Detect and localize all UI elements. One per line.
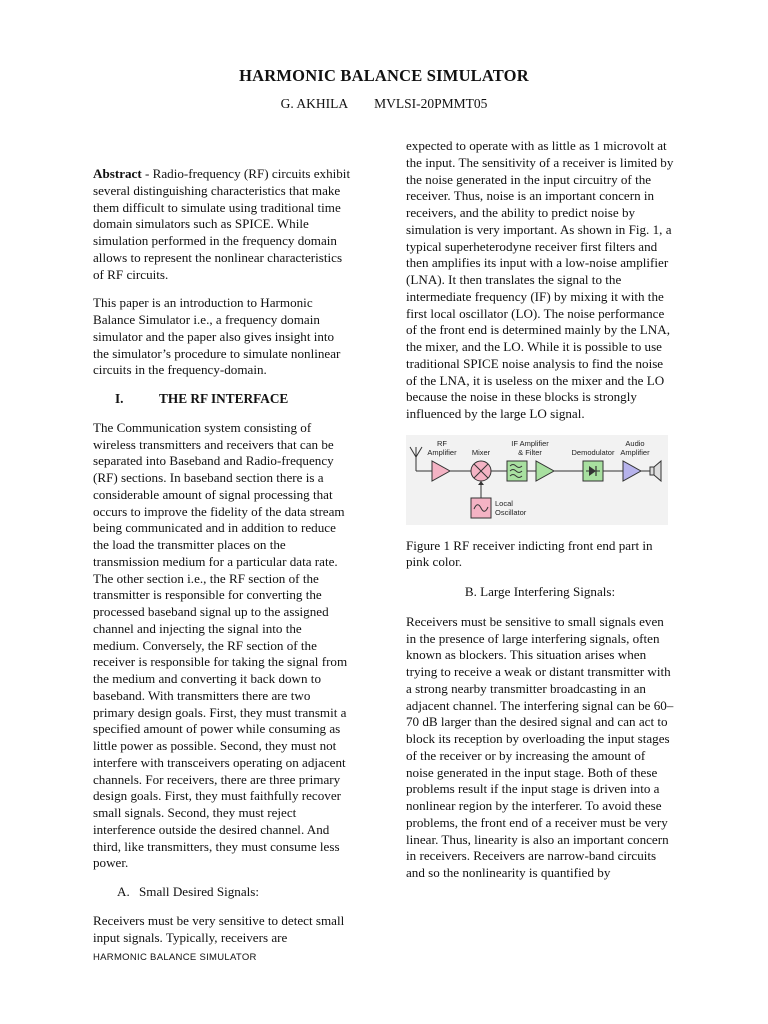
right-column [406, 138, 674, 882]
rf-amplifier-label-1: RF [437, 438, 447, 448]
subsection-a-paragraph-start: Receivers must be very sensitive to detect small input signals. Typically, receivers are [93, 912, 345, 945]
section-1-number: I. [115, 391, 124, 406]
demodulator-label: Demodulator [571, 447, 615, 457]
subsection-b-heading: B. Large Interfering Signals: [464, 584, 616, 599]
demodulator-icon [583, 461, 603, 481]
if-amplifier-label-1: IF Amplifier [511, 438, 549, 448]
local-oscillator-label-1: Local [495, 498, 513, 508]
subsection-a-paragraph-cont: expected to operate with as little as 1 microvolt at the input. The sensitivity of a receiver is limited by the noise generated in the input circuitry of the receiver. Thus, noise is an important concern in receivers, and the ability to predict noise by simulation is very important. As shown in Fig. 1, a typical superheterodyne receiver first filters and then amplifies its input with a low-noise amplifier (LNA). It then translates the signal to the intermediate frequency (IF) by mixing it with the first local oscillator (LO). The noise performance of the front end is determined mainly by the LNA, the mixer, and the LO. While it is possible to use traditional SPICE noise analysis to find the noise of the LNA, it is useless on the mixer and the LO because the noise in these blocks is strongly influenced by the large LO signal. [406, 138, 674, 421]
local-oscillator-label-2: Oscillator [495, 507, 527, 517]
figure-1-caption: Figure 1 RF receiver indicting front end part in pink color. [406, 537, 653, 570]
left-column [93, 166, 351, 946]
rf-amplifier-label-2: Amplifier [427, 447, 457, 457]
section-1-heading [115, 391, 351, 408]
abstract-paragraph [93, 166, 351, 283]
intro-paragraph: This paper is an introduction to Harmonic Balance Simulator i.e., a frequency domain simulator and the paper also gives insight into the simulator’s procedure to simulate nonlinear circuits in the frequency-domain. [93, 295, 341, 378]
paper-title: HARMONIC BALANCE SIMULATOR [239, 66, 529, 85]
local-oscillator-icon [471, 498, 491, 518]
audio-amplifier-label-2: Amplifier [620, 447, 650, 457]
audio-amplifier-label-1: Audio [625, 438, 645, 448]
author-id: MVLSI-20PMMT05 [374, 96, 488, 111]
mixer-icon [471, 461, 491, 481]
abstract-label: Abstract [93, 166, 142, 181]
abstract-text: - Radio-frequency (RF) circuits exhibit several distinguishing characteristics that make them difficult to simulate using traditional time domain simulators such as SPICE. While simulation performed in the frequency domain allows to represent the nonlinear characteristics of RF circuits. [93, 166, 351, 282]
section-1-title: THE RF INTERFACE [159, 391, 289, 406]
figure-1-block-diagram [406, 435, 668, 525]
if-filter-icon [507, 461, 527, 481]
section-1-paragraph: The Communication system consisting of wireless transmitters and receivers that can be separated into Baseband and Radio-frequency (RF) sections. In baseband section there is a considerable amount of signal processing that occurs to improve the fidelity of the data stream being communicated and in addition to reduce the load the transmitter places on the transmission medium for a particular data rate. The other section i.e., the RF section of the transmitter is responsible for converting the processed baseband signal up to the assigned channel and injecting the signal into the medium. Conversely, the RF section of the receiver is responsible for taking the signal from the medium and converting it back down to baseband. With transmitters there are two primary design goals. First, they must transmit a specified amount of power while consuming as little power as possible. Second, they must not interfere with transceivers operating on adjacent channels. For receivers, there are three primary design goals. First, they must faithfully recover small signals. Second, they must reject interference outside the desired channel. And third, like transmitters, they must consume less power. [93, 419, 348, 871]
subsection-b-paragraph: Receivers must be sensitive to small signals even in the presence of large interfering signals, often known as blockers. This situation arises when trying to receive a weak or distant transmitter with a strong nearby transmitter broadcasting in an adjacent channel. The interfering signal can be 60–70 dB larger than the desired signal and can act to block its reception by overloading the input stages of the receiver or by increasing the amount of noise generated in the input stage. Both of these problems result if the input stage is driven into a nonlinear region by the interferer. To avoid these problems, the front end of a receiver must be very linear. Thus, linearity is also an important concern in receivers. Receivers are narrow-band circuits and so the nonlinearity is quantified by [406, 613, 674, 880]
page-footer: HARMONIC BALANCE SIMULATOR [93, 952, 257, 963]
if-amplifier-label-2: & Filter [518, 447, 542, 457]
subsection-a-number: A. [117, 884, 130, 899]
subsection-a-title: Small Desired Signals: [139, 884, 260, 899]
subsection-a-heading [117, 884, 351, 901]
author-line [0, 96, 768, 112]
mixer-label: Mixer [471, 447, 491, 457]
author-name: G. AKHILA [280, 96, 349, 111]
